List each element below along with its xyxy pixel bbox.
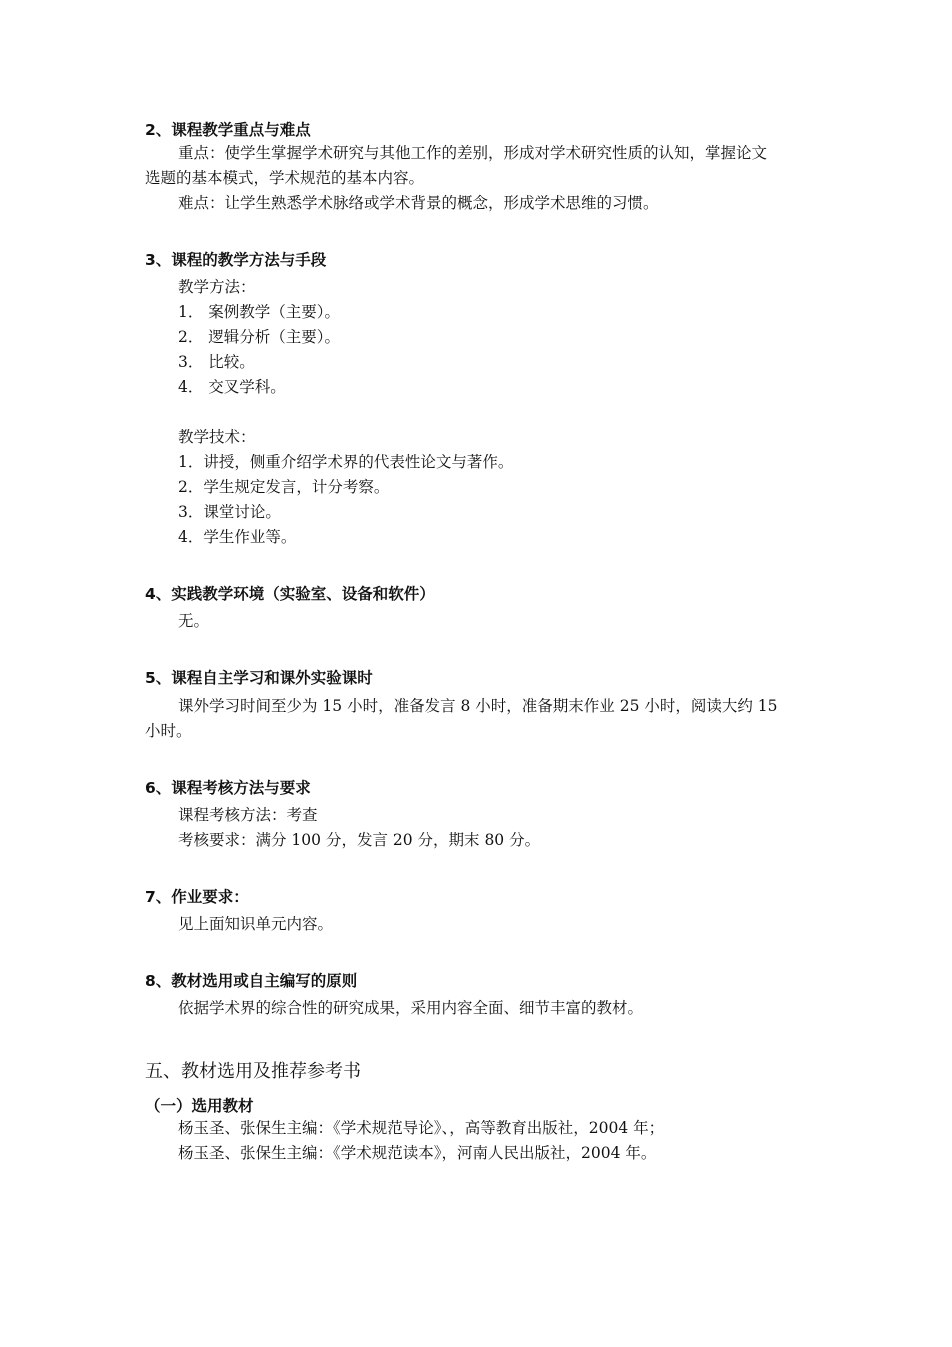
section-6-line-2: 考核要求：满分 100 分，发言 20 分，期末 80 分。 — [178, 831, 541, 849]
textbook-item: 杨玉圣、张保生主编：《学术规范导论》、，高等教育出版社，2004 年； — [178, 1119, 665, 1137]
methods-title: 教学方法： — [178, 278, 256, 296]
section-7-heading: 7、作业要求： — [145, 888, 249, 906]
method-item: 4． 交叉学科。 — [178, 378, 286, 396]
textbook-item: 杨玉圣、张保生主编：《学术规范读本》，河南人民出版社，2004 年。 — [178, 1144, 657, 1162]
section-2-line-2: 选题的基本模式，学术规范的基本内容。 — [145, 169, 425, 187]
section-5-heading: 5、课程自主学习和课外实验课时 — [145, 669, 373, 687]
section-6-heading: 6、课程考核方法与要求 — [145, 779, 311, 797]
tech-item: 2．学生规定发言，计分考察。 — [178, 478, 390, 496]
section-8-heading: 8、教材选用或自主编写的原则 — [145, 972, 358, 990]
section-3-heading: 3、课程的教学方法与手段 — [145, 251, 327, 269]
section-5-line-2: 小时。 — [145, 722, 192, 740]
textbook-subheading: （一）选用教材 — [145, 1097, 254, 1115]
section-7-line-1: 见上面知识单元内容。 — [178, 915, 334, 933]
method-item: 3． 比较。 — [178, 353, 255, 371]
tech-item: 1．讲授，侧重介绍学术界的代表性论文与著作。 — [178, 453, 514, 471]
tech-title: 教学技术： — [178, 428, 256, 446]
tech-item: 4．学生作业等。 — [178, 528, 297, 546]
section-6-line-1: 课程考核方法：考查 — [178, 806, 318, 824]
method-item: 2． 逻辑分析（主要）。 — [178, 328, 341, 346]
section-4-heading: 4、实践教学环境（实验室、设备和软件） — [145, 585, 435, 603]
section-8-line-1: 依据学术界的综合性的研究成果，采用内容全面、细节丰富的教材。 — [178, 999, 644, 1017]
section-2-line-1: 重点：使学生掌握学术研究与其他工作的差别，形成对学术研究性质的认知，掌握论文 — [178, 144, 768, 162]
section-2-heading: 2、课程教学重点与难点 — [145, 121, 311, 139]
tech-item: 3．课堂讨论。 — [178, 503, 281, 521]
chapter-5-heading: 五、教材选用及推荐参考书 — [145, 1061, 361, 1082]
section-5-line-1: 课外学习时间至少为 15 小时，准备发言 8 小时，准备期末作业 25 小时，阅读大约 15 — [178, 697, 778, 715]
method-item: 1． 案例教学（主要）。 — [178, 303, 341, 321]
section-2-line-3: 难点：让学生熟悉学术脉络或学术背景的概念，形成学术思维的习惯。 — [178, 194, 659, 212]
section-4-line-1: 无。 — [178, 612, 210, 630]
